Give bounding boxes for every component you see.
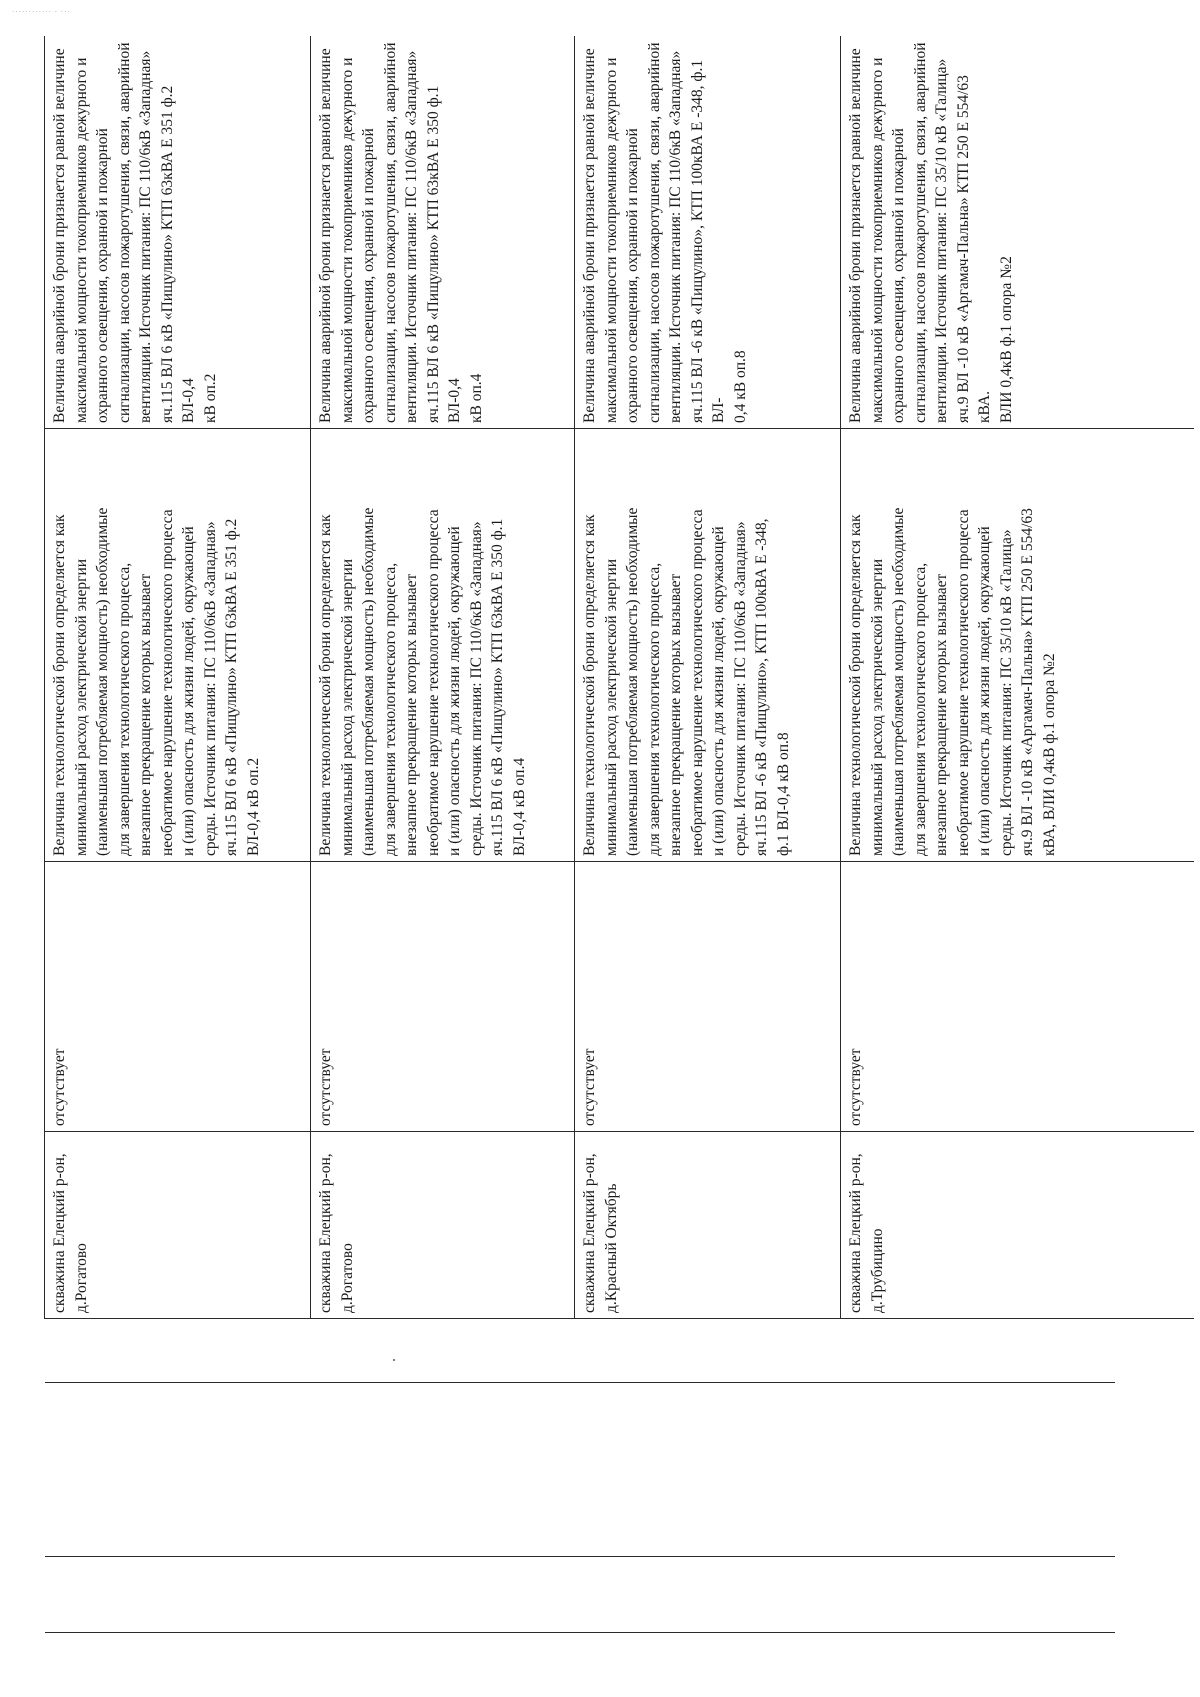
- cell-emergency-reserve: Величина аварийной брони признается равной величине максимальной мощности токоприемников дежурного и охранного освещения, охранной и пожарной сигнализации, насосов пожаротушения, связи, аварийной вентиляции. Источник питания: ПС 110/6кВ «Западная» яч.115 ВЛ 6 кВ «Пищулино» КТП 63кВА Е 351 ф.2 ВЛ-0,4 кВ оп.2: [45, 36, 311, 429]
- table-row: [45, 36, 311, 1319]
- table-row: [311, 36, 575, 1319]
- cell-emergency-reserve: Величина аварийной брони признается равной величине максимальной мощности токоприемников дежурного и охранного освещения, охранной и пожарной сигнализации, насосов пожаротушения, связи, аварийной вентиляции. Источник питания: ПС 35/10 кВ «Талица» яч.9 ВЛ -10 кВ «Аргамач-Пальна» КТП 250 Е 554/63 кВА. ВЛИ 0,4кВ ф.1 опора №2: [841, 36, 1195, 429]
- cell-emergency-reserve: Величина аварийной брони признается равной величине максимальной мощности токоприемников дежурного и охранного освещения, охранной и пожарной сигнализации, насосов пожаротушения, связи, аварийной вентиляции. Источник питания: ПС 110/6кВ «Западная» яч.115 ВЛ 6 кВ «Пищулино» КТП 63кВА Е 350 ф.1 ВЛ-0,4 кВ оп.4: [311, 36, 575, 429]
- scan-edge-mark: ············ · ···: [12, 8, 71, 16]
- table-row: [841, 36, 1195, 1319]
- cell-absent: отсутствует: [575, 862, 841, 1132]
- cell-tech-reserve: Величина технологической брони определяется как минимальный расход электрической энергии (наименьшая потребляемая мощность) необходимые для завершения технологического процесса, внезапное прекращение которых вызывает необратимое нарушение технологического процесса и (или) опасность для жизни людей, окружающей среды. Источник питания: ПС 35/10 кВ «Талица» яч.9 ВЛ -10 кВ «Аргамач-Пальна» КТП 250 Е 554/63 кВА, ВЛИ 0,4кВ ф.1 опора №2: [841, 429, 1195, 862]
- cell-object: скважина Елецкий р-он, д.Рогатово: [311, 1132, 575, 1319]
- cell-object: скважина Елецкий р-он, д.Рогатово: [45, 1132, 311, 1319]
- cell-emergency-reserve: Величина аварийной брони признается равной величине максимальной мощности токоприемников дежурного и охранного освещения, охранной и пожарной сигнализации, насосов пожаротушения, связи, аварийной вентиляции. Источник питания: ПС 110/6кВ «Западная» яч.115 ВЛ -6 кВ «Пищулино», КТП 100кВА Е -348, ф.1 ВЛ- 0,4 кВ оп.8: [575, 36, 841, 429]
- cell-tech-reserve: Величина технологической брони определяется как минимальный расход электрической энергии (наименьшая потребляемая мощность) необходимые для завершения технологического процесса, внезапное прекращение которых вызывает необратимое нарушение технологического процесса и (или) опасность для жизни людей, окружающей среды. Источник питания: ПС 110/6кВ «Западная» яч.115 ВЛ 6 кВ «Пищулино» КТП 63кВА Е 351 ф.2 ВЛ-0,4 кВ оп.2: [45, 429, 311, 862]
- cell-absent: отсутствует: [45, 862, 311, 1132]
- rotated-table-wrapper: [44, 36, 1194, 1319]
- cell-object: скважина Елецкий р-он, д.Трубицино: [841, 1132, 1195, 1319]
- cell-absent: отсутствует: [841, 862, 1195, 1132]
- cell-tech-reserve: Величина технологической брони определяется как минимальный расход электрической энергии (наименьшая потребляемая мощность) необходимые для завершения технологического процесса, внезапное прекращение которых вызывает необратимое нарушение технологического процесса и (или) опасность для жизни людей, окружающей среды. Источник питания: ПС 110/6кВ «Западная» яч.115 ВЛ -6 кВ «Пищулино», КТП 100кВА Е -348, ф.1 ВЛ-0,4 кВ оп.8: [575, 429, 841, 862]
- table-frame: [44, 36, 1194, 1319]
- scan-speck: [393, 1359, 395, 1361]
- cell-absent: отсутствует: [311, 862, 575, 1132]
- cell-object: скважина Елецкий р-он, д.Красный Октябрь: [575, 1132, 841, 1319]
- cell-tech-reserve: Величина технологической брони определяется как минимальный расход электрической энергии (наименьшая потребляемая мощность) необходимые для завершения технологического процесса, внезапное прекращение которых вызывает необратимое нарушение технологического процесса и (или) опасность для жизни людей, окружающей среды. Источник питания: ПС 110/6кВ «Западная» яч.115 ВЛ 6 кВ «Пищулино» КТП 63кВА Е 350 ф.1 ВЛ-0,4 кВ оп.4: [311, 429, 575, 862]
- horizontal-rule: [45, 1632, 1115, 1633]
- reserve-table: [44, 36, 1194, 1319]
- horizontal-rule: [45, 1556, 1115, 1557]
- horizontal-rule: [45, 1382, 1115, 1383]
- table-row: [575, 36, 841, 1319]
